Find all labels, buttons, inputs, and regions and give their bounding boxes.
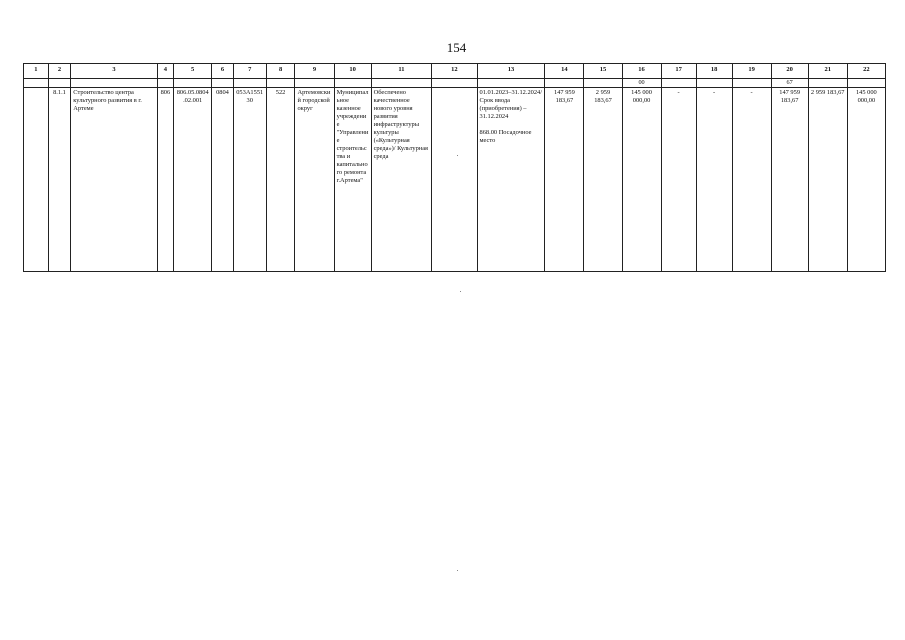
cell-7: 053A155130 [233,88,266,272]
scan-speck [460,291,461,292]
cell-6: 0804 [212,88,234,272]
header-cell: 22 [847,64,885,79]
header-cell: 7 [233,64,266,79]
cell-result: Обеспечено качественное нового уровня развития инфраструктуры культуры («Культурная среда»)/ Культурная среда [371,88,432,272]
header-cell: 16 [622,64,661,79]
table-header-row [24,64,886,79]
cell-19: - [732,88,771,272]
page-number: 154 [446,40,467,55]
header-cell: 12 [432,64,477,79]
header-cell: 2 [48,64,71,79]
header-cell: 17 [661,64,696,79]
cell-15: 2 959 183,67 [584,88,622,272]
cell-customer: Муниципальное казенное учреждение "Управление строительства и капитального ремонта г.Артема" [334,88,371,272]
carry-cell-16: 00 [622,79,661,88]
cell-18: - [696,88,732,272]
header-cell: 3 [71,64,157,79]
header-cell: 8 [266,64,295,79]
cell-12 [432,88,477,272]
cell-timeline [477,88,545,272]
header-cell: 4 [157,64,173,79]
table-row [24,88,886,272]
cell-timeline-capacity: 868.00 Посадочное место [479,129,532,144]
header-cell: 1 [24,64,49,79]
cell-16: 145 000 000,00 [622,88,661,272]
cell-5: 806.05.0804.02.001 [174,88,212,272]
carry-cell-20: 67 [771,79,808,88]
header-cell: 14 [545,64,584,79]
header-cell: 11 [371,64,432,79]
carry-over-row [24,79,886,88]
cell-municipality: Артемовский городской округ [295,88,334,272]
cell-object-name: Строительство центра культурного развития в г. Артеме [71,88,157,272]
cell-4: 806 [157,88,173,272]
cell-14: 147 959 183,67 [545,88,584,272]
header-cell: 10 [334,64,371,79]
header-cell: 20 [771,64,808,79]
cell-21: 2 959 183,67 [808,88,847,272]
cell-20: 147 959 183,67 [771,88,808,272]
scan-speck [457,155,458,156]
budget-table [23,63,886,272]
cell-1 [24,88,49,272]
header-cell: 13 [477,64,545,79]
cell-8: 522 [266,88,295,272]
header-cell: 21 [808,64,847,79]
header-cell: 18 [696,64,732,79]
header-cell: 19 [732,64,771,79]
cell-timeline-dates: 01.01.2023–31.12.2024/ Срок ввода (приобретения) – 31.12.2024 [479,89,543,120]
header-cell: 6 [212,64,234,79]
header-cell: 15 [584,64,622,79]
header-cell: 9 [295,64,334,79]
cell-item-number: 8.1.1 [48,88,71,272]
header-cell: 5 [174,64,212,79]
cell-22: 145 000 000,00 [847,88,885,272]
scan-speck [457,570,458,571]
cell-17: - [661,88,696,272]
